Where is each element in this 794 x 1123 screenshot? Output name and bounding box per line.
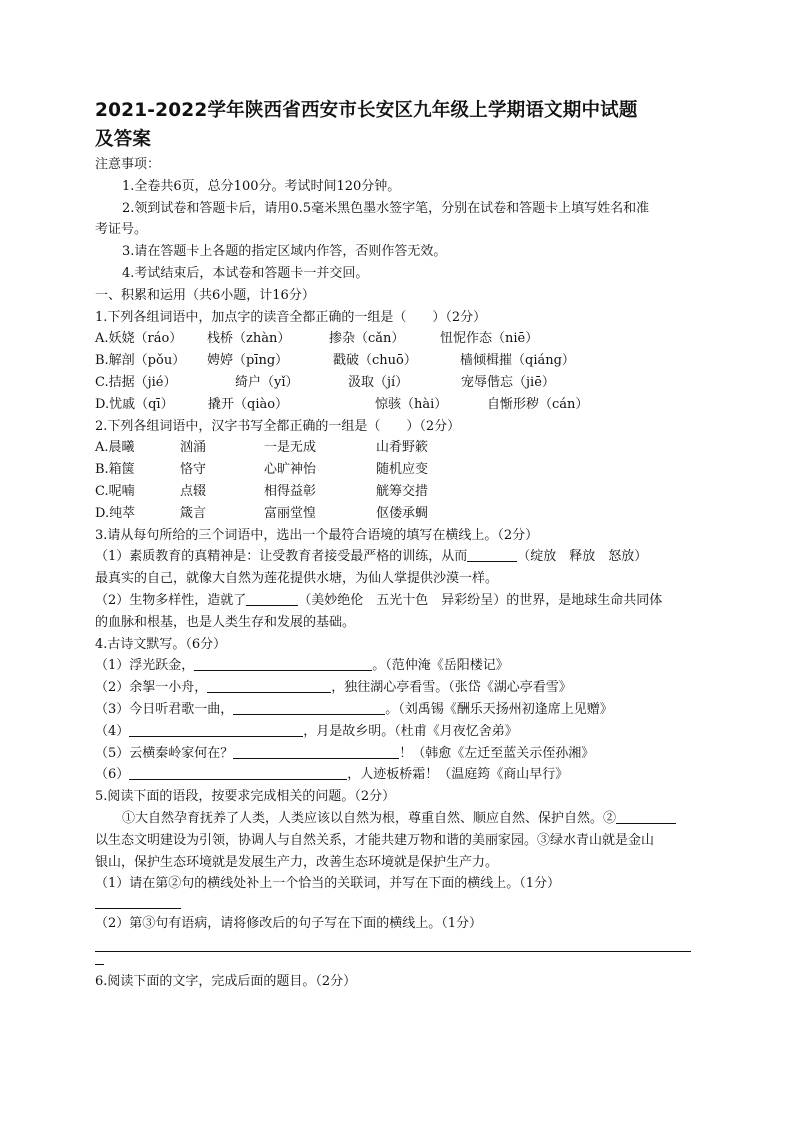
question-2-option-b <box>95 459 700 481</box>
answer-blank[interactable] <box>246 591 298 606</box>
question-5 <box>95 786 700 965</box>
option-word: 娉婷（pīng） <box>207 353 289 369</box>
poem-source: ，独往湖心亭看雪。（张岱《湖心亭看雪》 <box>331 680 572 696</box>
poem-text: （4） <box>95 723 130 739</box>
option-word: 樯倾楫摧（qiáng） <box>460 353 575 369</box>
question-1 <box>95 307 700 416</box>
option-word: 箴言 <box>180 505 207 521</box>
question-1-option-a <box>95 328 700 350</box>
poem-source: 。（刘禹锡《酬乐天扬州初逢席上见赠》 <box>385 701 613 717</box>
option-word: 恪守 <box>180 462 207 478</box>
poem-text: （3）今日听君歌一曲， <box>95 701 234 717</box>
option-word: 相得益彰 <box>264 483 317 499</box>
option-word: 伛偻承蜩 <box>376 505 429 521</box>
question-6-stem: 6.阅读下面的文字，完成后面的题目。（2分） <box>95 973 357 989</box>
question-3-stem: 3.请从每句所给的三个词语中，选出一个最符合语境的填写在横线上。（2分） <box>95 527 539 543</box>
poem-source: ，月是故乡明。（杜甫《月夜忆舍弟》 <box>303 723 518 739</box>
answer-blank[interactable] <box>233 744 399 759</box>
option-word: 撬开（qiào） <box>208 396 289 412</box>
question-5-sub-1: （1）请在第②句的横线处补上一个恰当的关联词，并写在下面的横线上。（1分） <box>95 876 561 892</box>
answer-blank[interactable] <box>129 765 347 780</box>
section-heading: 一、积累和运用（共6小题，计16分） <box>95 287 315 303</box>
answer-blank[interactable] <box>129 722 303 737</box>
poem-text: （2）余挐一小舟， <box>95 680 208 696</box>
sentence-text: （1）素质教育的真精神是：让受教育者接受最严格的训练，从而 <box>95 549 468 565</box>
notice-heading: 注意事项： <box>95 157 161 172</box>
option-word: D.纯萃 <box>95 505 136 521</box>
option-word: 宠辱偕忘（jiē） <box>461 374 555 390</box>
option-word: C.拮据（jié） <box>95 374 177 390</box>
notice-item-1: 1.全卷共6页，总分100分。考试时间120分钟。 <box>122 178 401 194</box>
question-2-option-d <box>95 503 700 525</box>
question-3-sentence-2 <box>95 590 700 612</box>
poem-text: （1）浮光跃金， <box>95 658 195 674</box>
notice-item-2: 2.领到试卷和答题卡后，请用0.5毫米黑色墨水签字笔，分别在试卷和答题卡上填写姓名和准 <box>122 200 650 216</box>
question-3-sentence-1-cont: 最真实的自己，就像大自然为莲花提供水塘，为仙人掌提供沙漠一样。 <box>95 571 499 587</box>
option-word: 忸怩作态（niē） <box>440 331 539 347</box>
answer-line-tail[interactable] <box>95 952 104 965</box>
option-word: 汹涌 <box>180 440 207 456</box>
answer-blank[interactable] <box>233 700 385 715</box>
option-word: 汲取（jí） <box>348 374 409 390</box>
question-4-stem: 4.古诗文默写。（6分） <box>95 636 227 652</box>
sentence-text: （2）生物多样性，造就了 <box>95 592 247 608</box>
passage-line-3: 银山，保护生态环境就是发展生产力，改善生态环境就是保护生产力。 <box>95 854 499 870</box>
option-word: C.呢喃 <box>95 483 135 499</box>
notice-item-2-cont: 考证号。 <box>95 222 148 238</box>
passage-text: ①大自然孕育抚养了人类，人类应该以自然为根，尊重自然、顺应自然、保护自然。② <box>122 810 617 826</box>
poem-line-1 <box>95 655 700 677</box>
notice-section <box>95 154 700 285</box>
option-word: 绮户（yǐ） <box>235 374 299 390</box>
answer-line[interactable] <box>95 935 691 952</box>
option-word: 随机应变 <box>376 462 429 478</box>
option-word: B.箱箧 <box>95 462 135 478</box>
option-word: 富丽堂惶 <box>264 505 317 521</box>
poem-source: 。（范仲淹《岳阳楼记》 <box>372 658 509 674</box>
poem-source: ，人迹板桥霜！（温庭筠《商山早行》 <box>347 767 569 783</box>
question-2-option-c <box>95 481 700 503</box>
poem-line-6 <box>95 764 700 786</box>
option-word: A.晨曦 <box>95 440 135 456</box>
question-3 <box>95 525 700 634</box>
notice-item-4: 4.考试结束后，本试卷和答题卡一并交回。 <box>122 265 369 281</box>
poem-text: （5）云横秦岭家何在？ <box>95 745 234 761</box>
question-1-option-b <box>95 350 700 372</box>
question-3-sentence-1 <box>95 546 700 568</box>
option-word: 一是无成 <box>264 440 317 456</box>
answer-blank[interactable] <box>616 809 676 824</box>
question-5-stem: 5.阅读下面的语段，按要求完成相关的问题。（2分） <box>95 789 396 805</box>
question-5-sub-2: （2）第③句有语病，请将修改后的句子写在下面的横线上。（1分） <box>95 916 483 932</box>
poem-line-2 <box>95 677 700 699</box>
poem-source: ！（韩愈《左迁至蓝关示侄孙湘》 <box>399 745 595 761</box>
option-word: 觥筹交措 <box>376 483 429 499</box>
option-word: 心旷神怡 <box>264 462 317 478</box>
answer-blank[interactable] <box>467 547 517 562</box>
question-3-sentence-2-cont: 的血脉和根基，也是人类生存和发展的基础。 <box>95 614 356 630</box>
answer-blank[interactable] <box>207 678 331 693</box>
exam-title-line-2: 及答案 <box>95 129 152 150</box>
exam-page <box>95 96 700 993</box>
option-word: A.妖娆（ráo） <box>95 331 183 347</box>
option-word: B.解剖（pǒu） <box>95 353 186 369</box>
option-word: D.忧戚（qī） <box>95 396 174 412</box>
question-4 <box>95 634 700 787</box>
question-2 <box>95 416 700 525</box>
word-choices: （美妙绝伦 五光十色 异彩纷呈）的世界，是地球生命共同体 <box>298 592 663 608</box>
notice-item-3: 3.请在答题卡上各题的指定区域内作答，否则作答无效。 <box>122 244 447 260</box>
option-word: 点辍 <box>180 483 207 499</box>
passage-line-2: 以生态文明建设为引领，协调人与自然关系，才能共建万物和谐的美丽家园。③绿水青山就是金山 <box>95 832 655 848</box>
option-word: 惊骇（hài） <box>375 396 448 412</box>
question-1-stem: 1.下列各组词语中，加点字的读音全都正确的一组是（ ）（2分） <box>95 309 487 325</box>
option-word: 山肴野簌 <box>376 440 429 456</box>
answer-line[interactable] <box>95 895 181 909</box>
option-word: 自惭形秽（cán） <box>487 396 589 412</box>
option-word: 栈桥（zhàn） <box>207 331 291 347</box>
question-1-option-c <box>95 372 700 394</box>
option-word: 戳破（chuō） <box>333 353 417 369</box>
exam-title <box>95 96 700 154</box>
poem-line-3 <box>95 699 700 721</box>
answer-blank[interactable] <box>194 656 372 671</box>
poem-line-4 <box>95 721 700 743</box>
passage-line-1 <box>95 808 700 830</box>
question-2-option-a <box>95 437 700 459</box>
question-2-stem: 2.下列各组词语中，汉字书写全都正确的一组是（ ）（2分） <box>95 418 461 434</box>
poem-line-5 <box>95 743 700 765</box>
word-choices: （绽放 释放 怒放） <box>517 549 648 565</box>
exam-title-line-1: 2021-2022学年陕西省西安市长安区九年级上学期语文期中试题 <box>95 100 638 121</box>
question-1-option-d <box>95 394 700 416</box>
option-word: 掺杂（cǎn） <box>329 331 405 347</box>
poem-text: （6） <box>95 767 130 783</box>
